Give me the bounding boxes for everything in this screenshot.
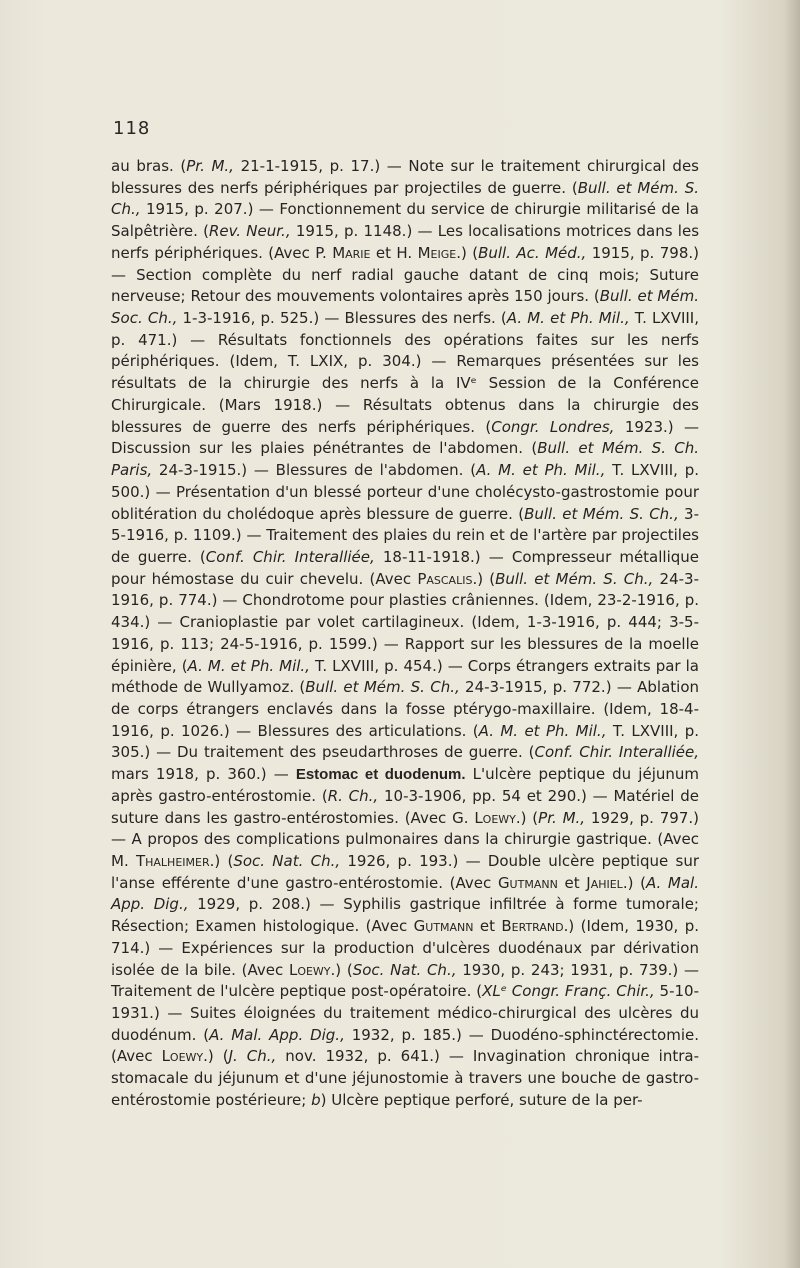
text-segment: .) ( (622, 873, 646, 892)
text-segment: T. LXVIII, p. 454.) — Corps étrangers extraits par la méthode de Wullyamoz. ( (111, 656, 699, 697)
text-segment: Bull. et Mém. S. Ch., (305, 678, 460, 697)
text-segment: Congr. Londres, (491, 417, 615, 436)
text-segment: Bull. et Mém. S. Ch., (495, 569, 654, 588)
text-segment: L'ulcère peptique du jéjunum après gastro-entérostomie. ( (111, 765, 699, 805)
text-segment: 1915, p. 207.) — Fonctionnement du service de chirurgie militarisé de la Salpêtrière. ( (111, 200, 699, 241)
text-segment: Bull. et Mém. S. Ch., (111, 178, 700, 219)
text-segment: 5-10-1931.) — Suites éloignées du traitement médico-chirurgical des ulcères du duodénum. ( (111, 982, 699, 1044)
text-segment: Conf. Chir. Interalliée, (205, 547, 375, 566)
text-segment: 3-5-1916, p. 1109.) — Traitement des plaies du rein et de l'artère par projectiles de guerre. ( (111, 504, 699, 566)
text-segment: 24-3-1916, p. 774.) — Chondrotome pour plasties crâniennes. (Idem, 23-2-1916, p. 434.) — Cranioplastie par volet cartilagineux. (Idem, 1-3-1916, p. 444; 3-5-1916, p. 113; 24-5-1916, p. 1599.) — Rapport sur les blessures de la moelle épinière, ( (111, 569, 699, 675)
text-segment: A. Mal. App. Dig., (111, 873, 699, 914)
text-segment: Bull. Ac. Méd., (478, 243, 587, 262)
text-segment: 1915, p. 1148.) — Les localisations motrices dans les nerfs périphériques. (Avec P. (111, 222, 700, 262)
text-segment: T. LXVIII, p. 471.) — Résultats fonctionnels des opérations faites sur les nerfs périphériques. (Idem, T. LXIX, p. 304.) — Remarques présentées sur les résultats de la chirurgie des nerfs à la IVᵉ Session de la Conférence Chirurgicale. (Mars 1918.) — Résultats obtenus dans la chirurgie des blessures de guerre des nerfs périphériques. ( (111, 309, 699, 436)
text-segment: 1930, p. 243; 1931, p. 739.) — Traitement de l'ulcère peptique post-opératoire. ( (111, 960, 699, 1001)
text-segment: 1915, p. 798.) — Section complète du nerf radial gauche datant de cinq mois; Suture nerveuse; Retour des mouvements volontaires après 150 jours. ( (111, 243, 699, 306)
text-segment: 1929, p. 797.) — A propos des complications pulmonaires dans la chirurgie gastrique. (Avec M. (111, 808, 699, 870)
text-segment: Marie (332, 243, 371, 262)
text-segment: Conf. Chir. Interalliée, (534, 743, 700, 762)
text-segment: 1929, p. 208.) — Syphilis gastrique infiltrée à forme tumorale; Résection; Examen histologique. (Avec (111, 895, 699, 936)
text-segment: .) ( (209, 852, 234, 870)
text-segment: A. M. et Ph. Mil., (476, 461, 606, 480)
text-segment: au bras. ( (111, 157, 187, 175)
text-segment: Gutmann (497, 873, 558, 892)
text-segment: Loewy (474, 808, 516, 827)
text-segment: Loewy (161, 1047, 204, 1066)
text-segment: 1923.) — Discussion sur les plaies pénétrantes de l'abdomen. ( (111, 417, 700, 458)
page-number: 118 (113, 118, 151, 139)
text-segment: .) ( (472, 569, 496, 588)
text-segment: .) ( (515, 808, 539, 827)
text-segment: Bull. et Mém. S. Ch., (524, 504, 679, 523)
text-segment: Pascalis (417, 569, 473, 588)
text-segment: 1932, p. 185.) — Duodéno-sphinctérectomie. (Avec (111, 1025, 699, 1066)
text-segment: mars 1918, p. 360.) — (111, 765, 296, 784)
text-segment: et H. (370, 243, 418, 262)
text-segment: 24-3-1915.) — Blessures de l'abdomen. ( (152, 461, 477, 480)
text-segment: Gutmann (413, 917, 474, 936)
body-paragraph (111, 156, 699, 1112)
text-segment: b (311, 1090, 321, 1109)
text-segment: et (557, 873, 587, 892)
text-segment: R. Ch., (327, 786, 379, 805)
text-segment: 18-11-1918.) — Compresseur métallique pour hémostase du cuir chevelu. (Avec (111, 547, 699, 588)
text-segment: 24-3-1915, p. 772.) — Ablation de corps étrangers enclavés dans la fosse ptérygo-maxillaire. (Idem, 18-4-1916, p. 1026.) — Blessures des articulations. ( (111, 678, 699, 740)
text-segment: Pr. M., (186, 157, 234, 175)
text-segment: 21-1-1915, p. 17.) — Note sur le traitement chirurgical des blessures des nerfs périphériques par projectiles de guerre. ( (111, 157, 699, 197)
text-segment: Rev. Neur., (209, 222, 291, 241)
text-segment: T. LXVIII, p. 305.) — Du traitement des pseudarthroses de guerre. ( (111, 721, 699, 762)
text-segment: et (473, 917, 502, 936)
text-segment: Loewy (288, 960, 331, 979)
text-segment: ) Ulcère peptique perforé, suture de la per- (320, 1090, 643, 1109)
text-segment: .) ( (456, 243, 479, 262)
text-segment: Bull. et Mém. S. Ch. Paris, (111, 439, 700, 480)
text-segment: A. M. et Ph. Mil., (187, 656, 310, 675)
text-segment: Pr. M., (538, 808, 586, 827)
text-segment: Bull. et Mém. Soc. Ch., (111, 287, 699, 328)
text-segment: A. M. et Ph. Mil., (478, 721, 607, 740)
text-segment: .) (Idem, 1930, p. 714.) — Expériences sur la production d'ulcères duodénaux par dérivation isolée de la bile. (Avec (111, 917, 699, 979)
text-segment: T. LXVIII, p. 500.) — Présentation d'un blessé porteur d'une cholécysto-gastrostomie pour oblitération du cholédoque après blessure de guerre. ( (111, 461, 699, 523)
text-segment: 1926, p. 193.) — Double ulcère peptique sur l'anse efférente d'une gastro-entérostomie. (Avec (111, 852, 699, 892)
text-segment: Meige (417, 243, 457, 262)
text-segment: Bertrand (501, 917, 564, 936)
text-segment: 1-3-1916, p. 525.) — Blessures des nerfs. ( (177, 309, 507, 328)
text-segment: A. Mal. App. Dig., (209, 1025, 345, 1044)
text-segment: A. M. et Ph. Mil., (506, 309, 630, 328)
text-segment: Soc. Nat. Ch., (352, 960, 457, 979)
text-segment: Thalheimer (135, 852, 210, 870)
text-segment: 10-3-1906, pp. 54 et 290.) — Matériel de suture dans les gastro-entérostomies. (Avec G. (111, 786, 700, 827)
section-heading: Estomac et duodenum. (295, 766, 466, 784)
text-segment: Soc. Nat. Ch., (233, 852, 341, 870)
text-segment: .) ( (203, 1047, 229, 1066)
text-segment: XLᵉ Congr. Franç. Chir., (482, 982, 655, 1001)
text-segment: .) ( (330, 960, 353, 979)
text-segment: Jahiel (586, 873, 623, 892)
text-segment: nov. 1932, p. 641.) — Invagination chronique intra-stomacale du jéjunum et d'une jéjunostomie à travers une bouche de gastro-entérostomie postérieure; (111, 1047, 699, 1109)
text-segment: J. Ch., (228, 1047, 277, 1066)
